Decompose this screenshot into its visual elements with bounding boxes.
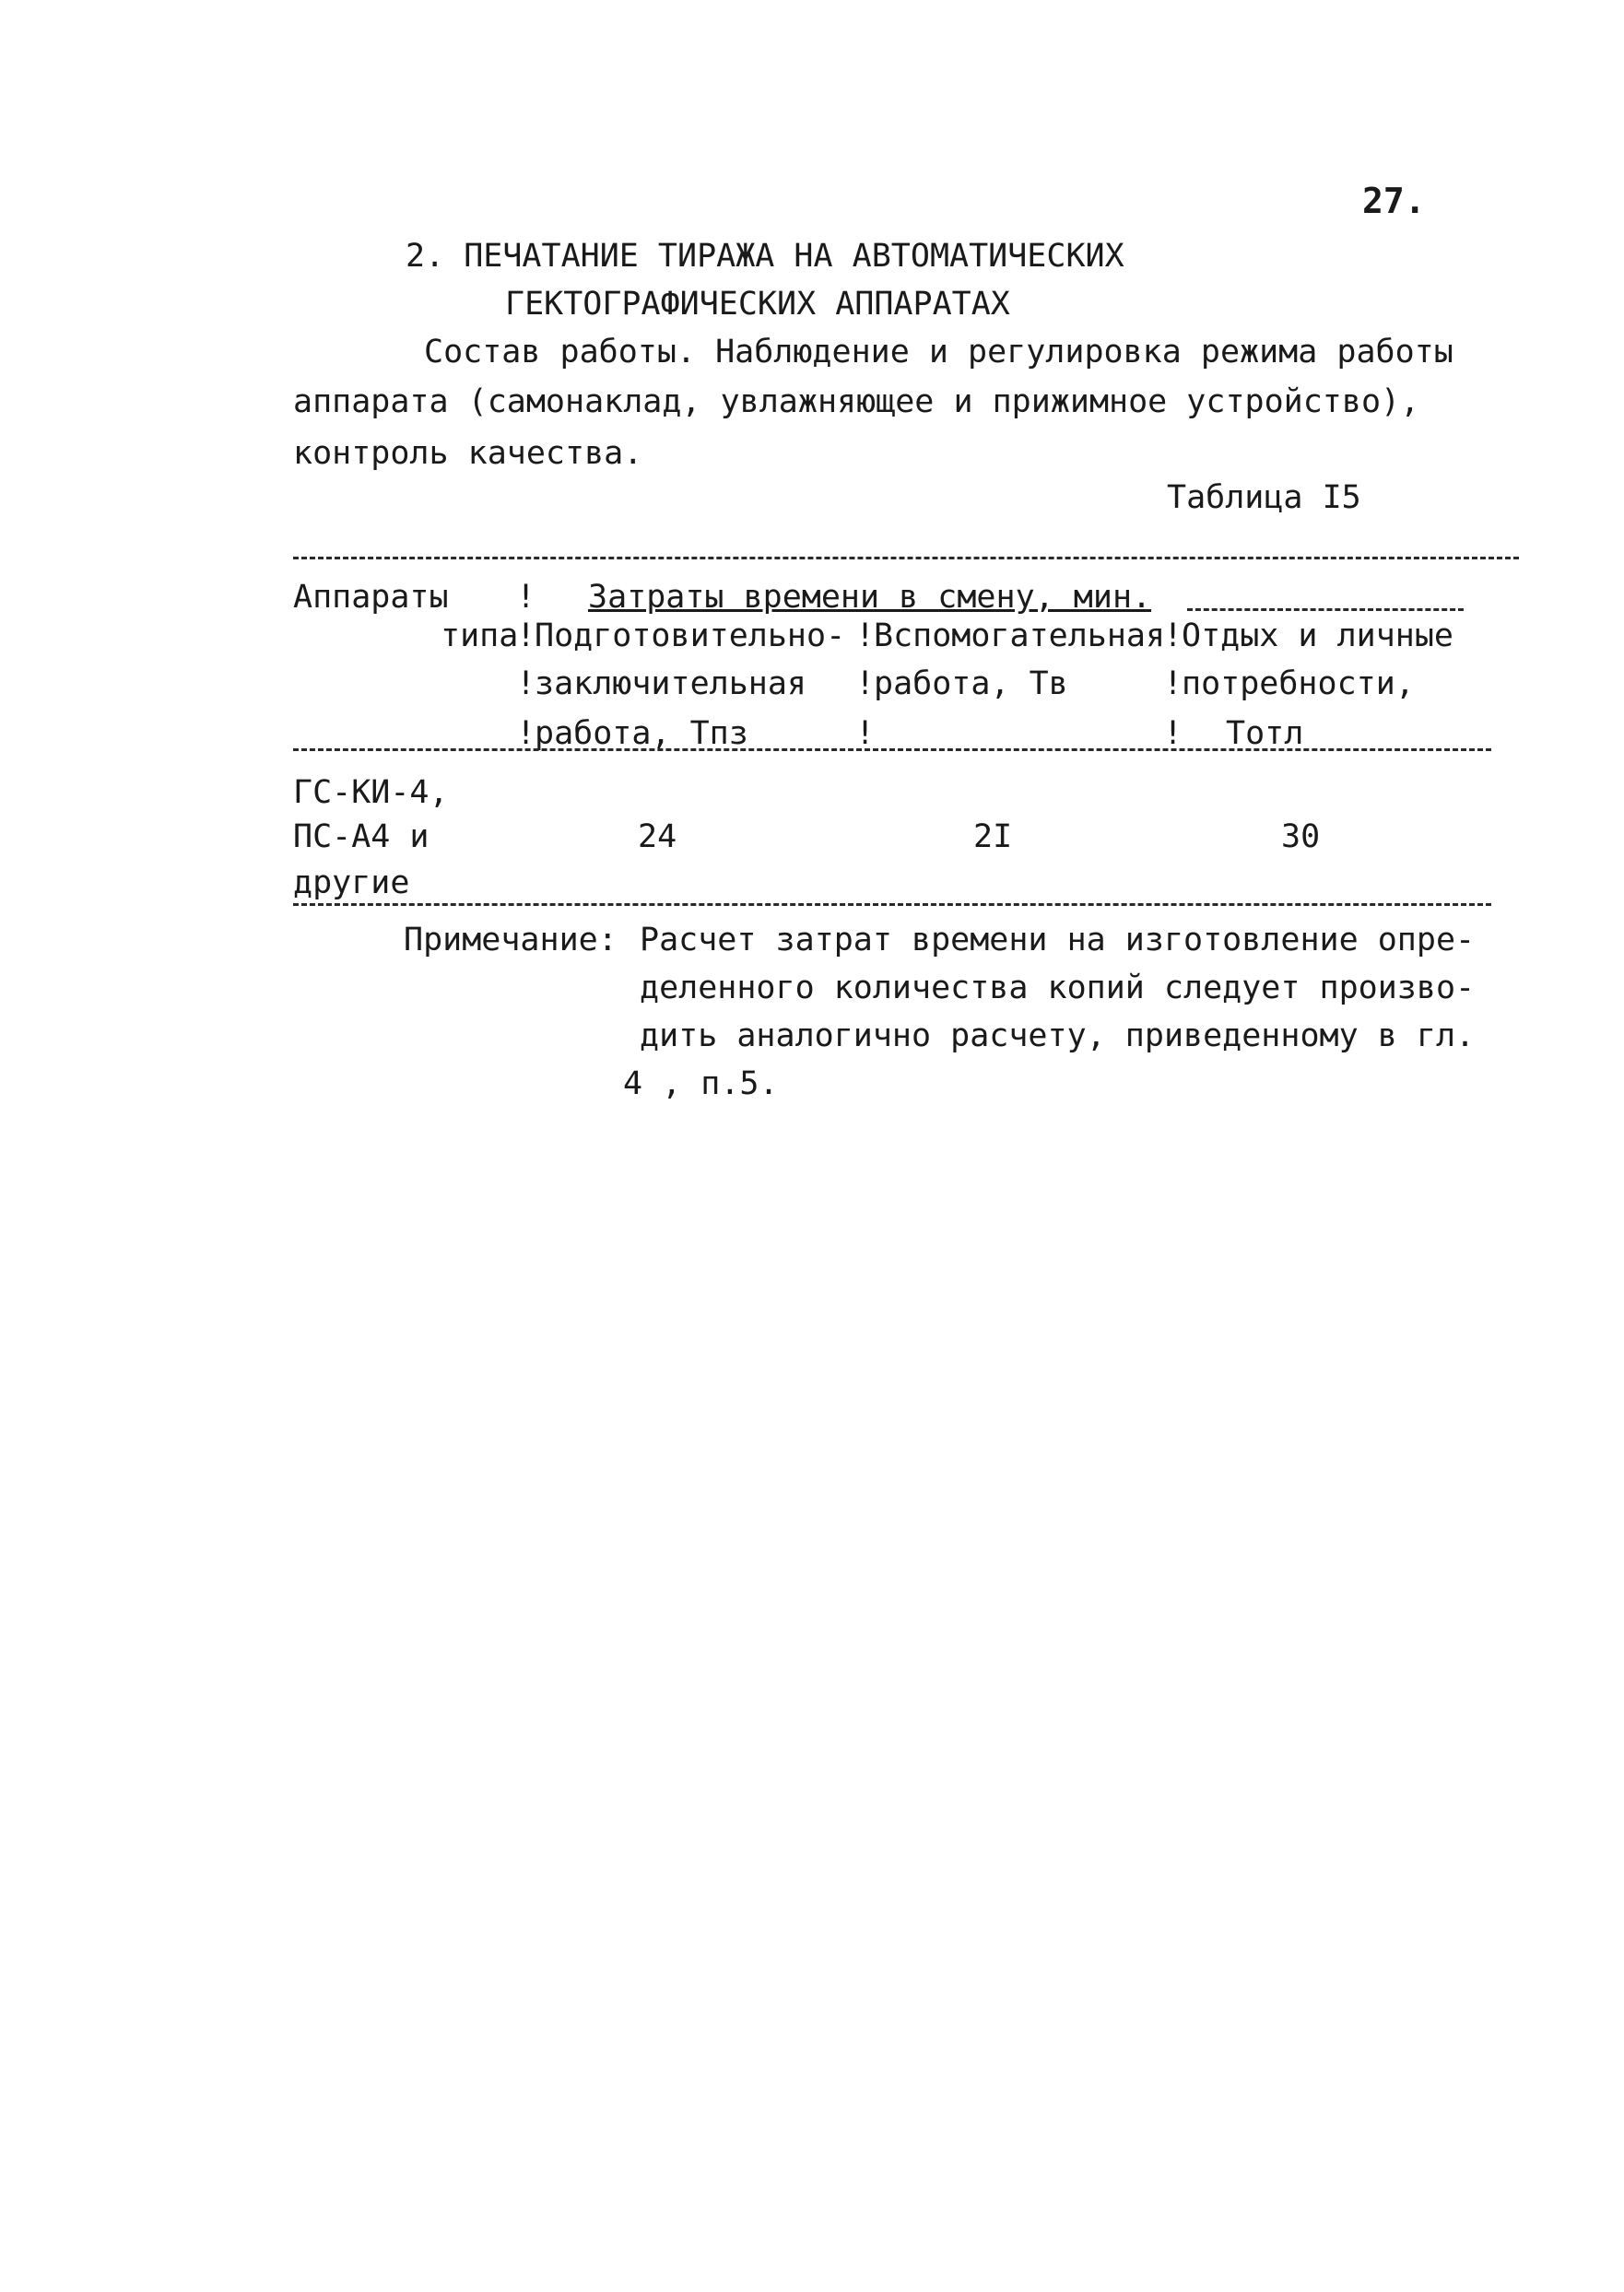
header-col-aux-line-1: Вспомогательная xyxy=(874,617,1166,654)
header-col-rest-line-3: Тотл xyxy=(1226,715,1304,752)
column-separator: ! xyxy=(1163,617,1183,654)
section-title-line-2: ГЕКТОГРАФИЧЕСКИХ АППАРАТАХ xyxy=(505,286,1010,323)
section-title-line-1: 2. ПЕЧАТАНИЕ ТИРАЖА НА АВТОМАТИЧЕСКИХ xyxy=(406,238,1124,275)
header-col-prep-line-1: Подготовительно- xyxy=(535,617,846,654)
table-top-rule xyxy=(293,557,1519,559)
page-number: 27. xyxy=(1362,181,1426,221)
table-caption: Таблица I5 xyxy=(1167,479,1361,516)
header-col-rest-line-1: Отдых и личные xyxy=(1182,617,1454,654)
column-separator: ! xyxy=(855,617,876,654)
column-separator: ! xyxy=(516,579,536,616)
note-label: Примечание: xyxy=(404,922,618,958)
header-col-aux-line-2: работа, Тв xyxy=(874,665,1068,702)
header-group-rule xyxy=(1187,608,1464,611)
row-value-totl: 30 xyxy=(1281,818,1321,855)
column-separator: ! xyxy=(516,665,536,702)
row-apparatus-name-line-3: другие xyxy=(293,864,410,901)
column-separator: ! xyxy=(1163,665,1183,702)
note-line-4: 4 , п.5. xyxy=(623,1065,779,1102)
work-composition-line-1: Состав работы. Наблюдение и регулировка режима работы xyxy=(424,334,1453,370)
row-value-tpz: 24 xyxy=(638,818,677,855)
column-separator: ! xyxy=(855,665,876,702)
note-line-2: деленного количества копий следует произво- xyxy=(640,970,1476,1006)
note-line-3: дить аналогично расчету, приведенному в гл. xyxy=(640,1017,1476,1054)
column-separator: ! xyxy=(516,715,536,752)
work-composition-line-3: контроль качества. xyxy=(293,435,643,472)
header-bottom-rule xyxy=(293,748,1491,751)
column-separator: ! xyxy=(516,617,536,654)
row-apparatus-name-line-2: ПС-А4 и xyxy=(293,818,430,855)
work-composition-line-2: аппарата (самонаклад, увлажняющее и прижимное устройство), xyxy=(293,383,1420,420)
row-value-tv: 2I xyxy=(973,818,1013,855)
header-col-prep-line-2: заключительная xyxy=(535,665,807,702)
table-bottom-rule xyxy=(293,903,1491,906)
column-separator: ! xyxy=(855,715,876,752)
header-col-prep-line-3: работа, Тпз xyxy=(535,715,748,752)
column-separator: ! xyxy=(1163,715,1183,752)
header-group-time-costs: Затраты времени в смену, мин. xyxy=(588,579,1152,616)
row-apparatus-name-line-1: ГС-КИ-4, xyxy=(293,774,449,811)
header-col-apparatus-line-1: Аппараты xyxy=(293,579,449,616)
header-col-apparatus-line-2: типа xyxy=(441,617,519,654)
header-col-rest-line-2: потребности, xyxy=(1182,665,1415,702)
note-line-1: Расчет затрат времени на изготовление опре- xyxy=(640,922,1476,958)
